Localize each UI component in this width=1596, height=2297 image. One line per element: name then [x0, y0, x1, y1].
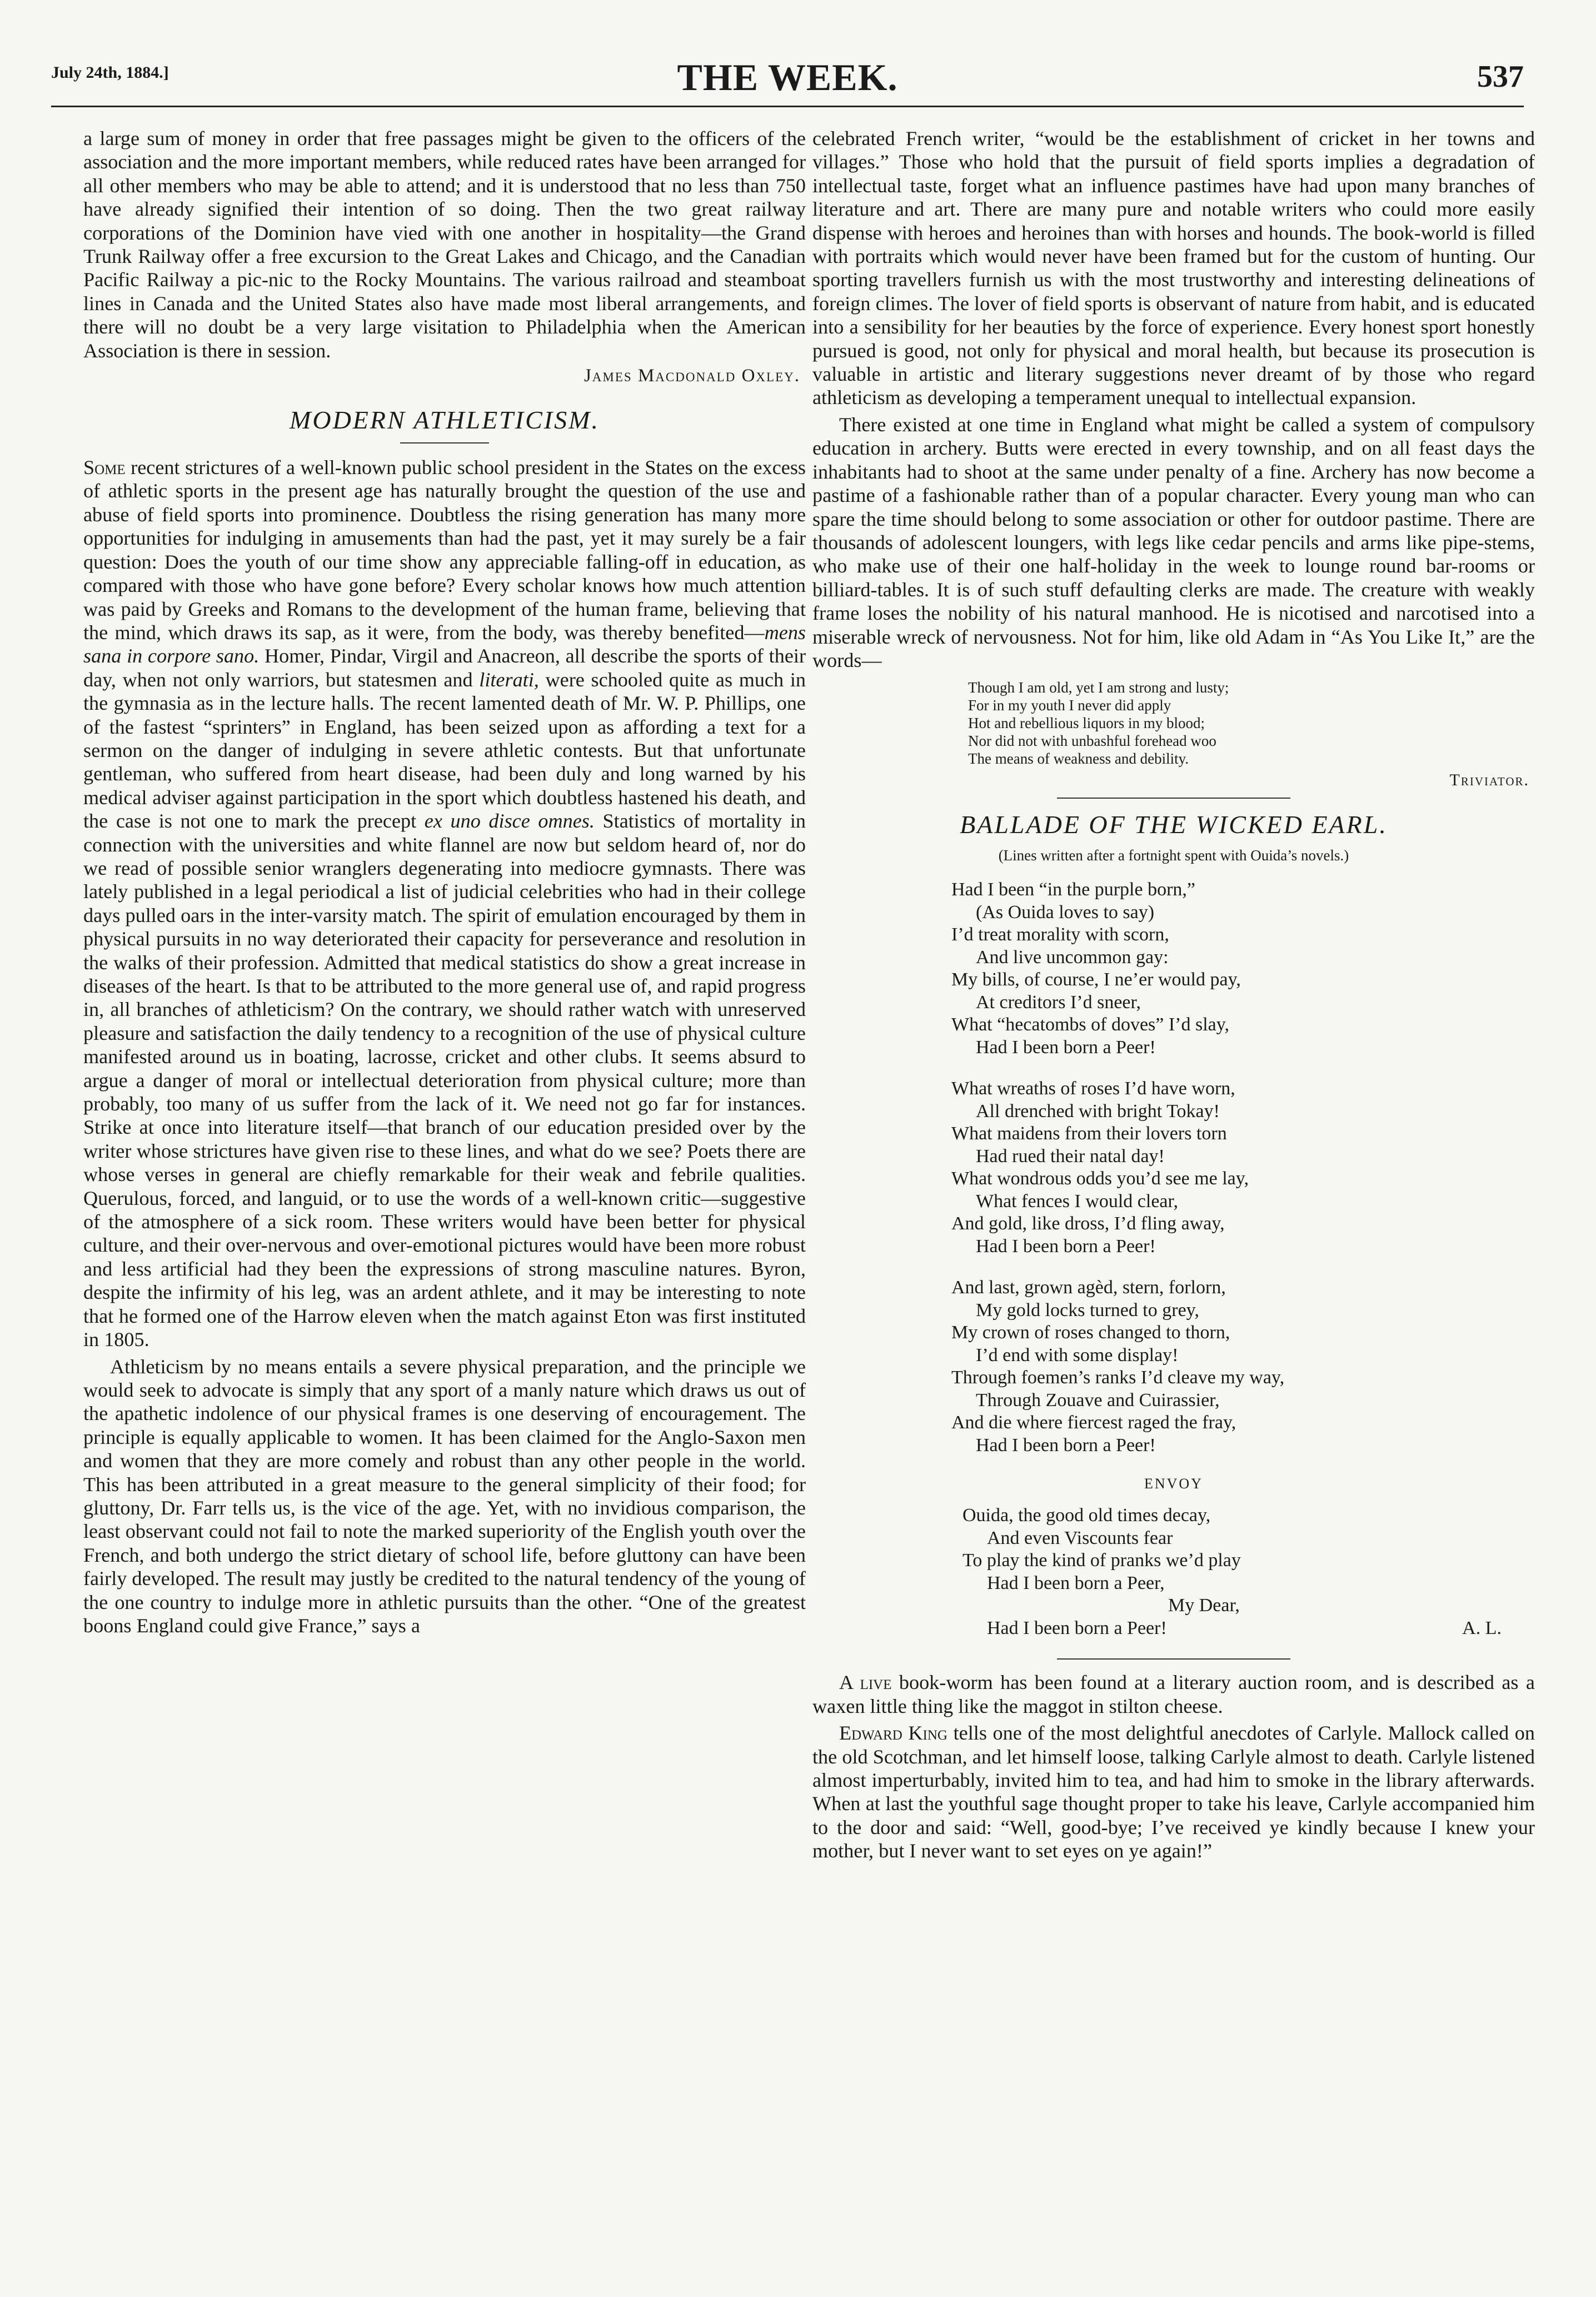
page-number: 537 — [1477, 59, 1524, 94]
verse-line: What fences I would clear, — [976, 1190, 1178, 1212]
ballade-title: BALLADE OF THE WICKED EARL. — [960, 810, 1388, 839]
article-paragraph-2: Athleticism by no means entails a severe physical preparation, and the principle we would seek to advocate is simply that any sport of a manly nature which draws us out of the apathetic indolence of our physical frames is one deserving of encouragement. The principle is equally applicable to women. It has been claimed for the Anglo-Saxon men and women that they are more comely and robust than any other people in the world. This has been attributed in a great measure to the general simplicity of their food; for gluttony, Dr. Farr tells us, is the vice of the age. Yet, with no invidious comparison, the least observant could not fail to note the marked superiority of the English youth over the French, and both undergo the strict dietary of school life, before gluttony can have been fairly developed. The result may justly be credited to the natural tendency of the young of the one country to indulge more in athletic pursuits than the other. “One of the greatest boons England could give France,” says a — [83, 1355, 806, 1637]
issue-date: July 24th, 1884.] — [51, 63, 169, 82]
note-bookworm: A live book-worm has been found at a literary auction room, and is described as a waxen little thing like the maggot in stilton cheese. — [812, 1671, 1535, 1717]
verse-line: My bills, of course, I ne’er would pay, — [951, 969, 1241, 990]
page-header — [51, 56, 1524, 117]
quote-line: The means of weakness and debility. — [968, 750, 1189, 768]
verse-line: Had I been born a Peer! — [976, 1037, 1156, 1058]
verse-line: I’d treat morality with scorn, — [951, 924, 1169, 945]
left-column — [83, 127, 806, 1641]
verse-line: Ouida, the good old times decay, — [962, 1505, 1211, 1526]
quote-line: Hot and rebellious liquors in my blood; — [968, 715, 1205, 732]
verse-line: Through foemen’s ranks I’d cleave my way, — [951, 1367, 1285, 1388]
article-paragraph-4: There existed at one time in England what might be called a system of compulsory education in archery. Butts were erected in every township, and on all feast days the inhabitants had to shoot at the same under penalty of a fine. Archery has now become a pastime of a fashionable rather than of a popular character. Every young man who can spare the time should belong to some association or other for outdoor pastime. There are thousands of adolescent loungers, with legs like cedar pencils and arms like pipe-stems, who make use of their one half-holiday in the week to lounge round bar-rooms or billiard-tables. It is of such stuff defaulting clerks are made. The creature with weakly frame loses the nobility of his natural manhood. He is nicotised and narcotised into a miserable wreck of nervousness. Not for him, like old Adam in “As You Like It,” are the words— — [812, 413, 1535, 671]
verse-line: What wondrous odds you’d see me lay, — [951, 1168, 1249, 1189]
ballade-signature: A. L. — [1462, 1617, 1502, 1638]
stanza-2 — [951, 1078, 1535, 1258]
verse-line: And even Viscounts fear — [987, 1527, 1173, 1548]
right-column — [812, 127, 1535, 1866]
verse-line: And die where fiercest raged the fray, — [951, 1412, 1236, 1433]
verse-line: Had I been “in the purple born,” — [951, 879, 1195, 900]
verse-line: Had I been born a Peer! — [987, 1617, 1167, 1638]
shakespeare-quote — [968, 679, 1535, 768]
section-rule — [1057, 798, 1290, 799]
newspaper-title: THE WEEK. — [677, 56, 898, 98]
verse-line: To play the kind of pranks we’d play — [962, 1550, 1241, 1571]
article-title: MODERN ATHLETICISM. — [290, 406, 600, 435]
quote-line: Nor did not with unbashful forehead woo — [968, 733, 1216, 750]
author-signature: James Macdonald Oxley. — [583, 366, 800, 386]
envoy-heading: ENVOY — [1144, 1476, 1203, 1492]
title-rule — [400, 442, 489, 444]
verse-line: My crown of roses changed to thorn, — [951, 1322, 1230, 1343]
verse-line: What “hecatombs of doves” I’d slay, — [951, 1014, 1230, 1035]
continuation-paragraph: a large sum of money in order that free passages might be given to the officers of the association and the more important members, while reduced rates have been arranged for all other members who may be able to attend; and it is understood that no less than 750 have already signified their intention of so doing. Then the two great railway corporations of the Dominion have vied with one another in hospitality—the Grand Trunk Railway offer a free excursion to the Great Lakes and Chicago, and the Canadian Pacific Railway a pic-nic to the Rocky Mountains. The various railroad and steamboat lines in Canada and the United States also have made most liberal arrangements, and there will no doubt be a very large visitation to Philadelphia when the American Association is there in session. — [83, 127, 806, 362]
article-paragraph-3: celebrated French writer, “would be the establishment of cricket in her towns and villages.” Those who hold that the pursuit of field sports implies a degradation of intellectual taste, forget what an influence pastimes have had upon many branches of literature and art. There are many pure and notable writers who could more easily dispense with heroes and heroines than with horses and hounds. The book-world is filled with portraits which would never have been framed but for the custom of hunting. Our sporting travellers furnish us with the most trustworthy and interesting delineations of foreign climes. The lover of field sports is observant of nature from habit, and is educated into a sensibility for her beauties by the force of experience. Every honest sport honestly pursued is good, not only for physical and moral health, but because its prosecution is valuable in artistic and literary suggestions never dreamt of by those who regard athleticism as developing a temperament unequal to intellectual expansion. — [812, 127, 1535, 409]
verse-line: I’d end with some display! — [976, 1344, 1179, 1366]
verse-line: What wreaths of roses I’d have worn, — [951, 1078, 1235, 1099]
verse-line: And gold, like dross, I’d fling away, — [951, 1213, 1225, 1234]
verse-line: Had I been born a Peer! — [976, 1235, 1156, 1257]
verse-line: Had I been born a Peer! — [976, 1434, 1156, 1456]
verse-line: My Dear, — [1168, 1595, 1240, 1616]
ballade-subtitle: (Lines written after a fortnight spent with Ouida’s novels.) — [998, 847, 1349, 864]
verse-line: What maidens from their lovers torn — [951, 1123, 1227, 1144]
verse-line: At creditors I’d sneer, — [976, 991, 1141, 1013]
verse-line: And live uncommon gay: — [976, 946, 1169, 968]
envoy-stanza — [962, 1504, 1535, 1640]
verse-line: Had I been born a Peer, — [987, 1572, 1165, 1593]
verse-line: Had rued their natal day! — [976, 1145, 1165, 1167]
verse-line: Through Zouave and Cuirassier, — [976, 1389, 1220, 1411]
note-carlyle: Edward King tells one of the most delightful anecdotes of Carlyle. Mallock called on the old Scotchman, and let himself loose, talking Carlyle almost to death. Carlyle listened almost imperturbably, invited him to tea, and had him to smoke in the library afterwards. When at last the youthful sage thought proper to take his leave, Carlyle accompanied him to the door and said: “Well, good-bye; I’ve received ye kindly because I knew your mother, but I never want to set eyes on ye again!” — [812, 1722, 1535, 1862]
quote-line: For in my youth I never did apply — [968, 697, 1171, 714]
verse-line: (As Ouida loves to say) — [976, 901, 1155, 923]
header-rule — [51, 106, 1524, 107]
verse-line: My gold locks turned to grey, — [976, 1299, 1199, 1321]
article-paragraph-1: Some recent strictures of a well-known public school president in the States on the excess of athletic sports in the present age has naturally brought the question of the use and abuse of field sports into prominence. Doubtless the rising generation has many more opportunities for indulging in amusements than had the past, yet it may surely be a fair question: Does the youth of our time show any appreciable falling-off in education, as compared with those who have gone before? Every scholar knows how much attention was paid by Greeks and Romans to the development of the human frame, believing that the mind, which draws its sap, as it were, from the body, was thereby benefited—mens sana in corpore sano. Homer, Pindar, Virgil and Anacreon, all describe the sports of their day, when not only warriors, but statesmen and literati, were schooled quite as much in the gymnasia as in the lecture halls. The recent lamented death of Mr. W. P. Phillips, one of the fastest “sprinters” in England, has been seized upon as affording a text for a sermon on the danger of indulging in severe athletic contests. But that unfortunate gentleman, who suffered from heart disease, had been duly and long warned by his medical adviser against participation in the sport which doubtless hastened his death, and the case is not one to mark the precept ex uno disce omnes. Statistics of mortality in connection with the universities and white flannel are now but seldom heard of, nor do we read of possible senior wranglers degenerating into mediocre gymnasts. There was lately published in a legal periodical a list of judicial celebrities who had in their college days pulled oars in the inter-varsity match. The spirit of emulation encouraged by them in physical pursuits in no way deteriorated their capacity for perseverance and resolution in the walks of their profession. Admitted that medical statistics do show a great increase in diseases of the heart. Is that to be attributed to the more general use of, and rapid progress in, all branches of athleticism? On the contrary, we should rather watch with unreserved pleasure and satisfaction the daily tendency to a recognition of the use of physical culture manifested around us in boating, lacrosse, cricket and other clubs. It seems absurd to argue a danger of moral or intellectual deterioration from physical culture; more than probably, too many of us suffer from the lack of it. We need not go far for instances. Strike at once into literature itself—that branch of our education presided over by the writer whose strictures have given rise to these lines, and what do we see? Poets there are whose verses in general are chiefly remarkable for their weak and febrile qualities. Querulous, forced, and languid, or to use the words of a well-known critic—suggestive of the atmosphere of a sick room. These writers would have been better for physical culture, and their over-nervous and over-emotional pictures would have been more robust and less artificial had they been the expressions of strong masculine natures. Byron, despite the infirmity of his leg, was an ardent athlete, and it may be interesting to note that he formed one of the Harrow eleven when the match against Eton was first instituted in 1805. — [83, 456, 806, 1351]
verse-line: And last, grown agèd, stern, forlorn, — [951, 1277, 1226, 1298]
stanza-3 — [951, 1277, 1535, 1457]
verse-line: All drenched with bright Tokay! — [976, 1100, 1220, 1122]
section-rule — [1057, 1658, 1290, 1660]
quote-line: Though I am old, yet I am strong and lusty; — [968, 679, 1229, 696]
article-signature: Triviator. — [1449, 771, 1529, 790]
stanza-1 — [951, 879, 1535, 1059]
